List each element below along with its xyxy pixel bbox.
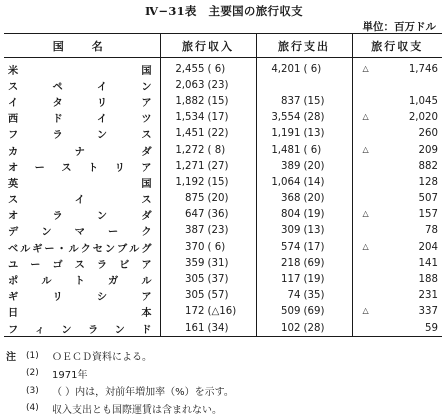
note-text: 1971年	[52, 369, 88, 381]
receipts-value: 1,272	[175, 144, 205, 156]
country-name: 米 国	[8, 65, 152, 77]
note-text: 収入支出とも国際運賃は含まれない。	[52, 404, 222, 416]
deficit-mark	[363, 258, 373, 269]
balance-value: 260	[418, 128, 438, 140]
payments-growth-rate: (13)	[303, 128, 325, 140]
table-row	[4, 239, 442, 255]
receipts-value: 2,063	[175, 79, 205, 91]
deficit-mark	[363, 128, 373, 139]
table-row	[4, 58, 442, 78]
receipts-cell	[160, 320, 256, 337]
receipts-cell	[160, 271, 256, 287]
receipts-growth-rate: (31)	[207, 257, 229, 269]
receipts-growth-rate: ( 8)	[207, 144, 226, 156]
country-cell	[4, 126, 160, 142]
balance-value: 209	[418, 144, 438, 156]
country-cell	[4, 191, 160, 207]
note-text: （ ）内は，対前年増加率（%）を示す。	[52, 387, 234, 399]
header-balance: 旅行収支	[352, 34, 442, 58]
receipts-growth-rate: (15)	[207, 176, 229, 188]
receipts-value: 1,882	[175, 95, 205, 107]
receipts-value: 1,451	[175, 128, 205, 140]
country-name: 西 ド イ ツ	[8, 114, 152, 126]
receipts-growth-rate: (23)	[207, 225, 229, 237]
payments-growth-rate: (19)	[303, 274, 325, 286]
note-number: (1)	[26, 350, 39, 361]
payments-value: 218	[281, 257, 301, 269]
payments-growth-rate: (28)	[303, 112, 325, 124]
table-row	[4, 174, 442, 190]
country-cell	[4, 58, 160, 78]
receipts-growth-rate: ( 6)	[207, 241, 226, 253]
payments-value: 117	[281, 274, 301, 286]
payments-value: 102	[281, 322, 301, 334]
payments-growth-rate: ( 6)	[303, 63, 322, 75]
note-number: (4)	[26, 403, 39, 414]
table-row	[4, 271, 442, 287]
note-number: (3)	[26, 385, 39, 396]
receipts-growth-rate: (20)	[207, 193, 229, 205]
receipts-value: 2,455	[175, 63, 205, 75]
deficit-mark: △	[362, 209, 369, 219]
header-country: 国名	[4, 34, 160, 58]
country-cell	[4, 223, 160, 239]
balance-cell	[352, 77, 442, 93]
table-row	[4, 255, 442, 271]
receipts-cell	[160, 77, 256, 93]
payments-value: 574	[281, 241, 301, 253]
receipts-value: 647	[185, 209, 205, 221]
balance-cell	[352, 255, 442, 271]
payments-value: 509	[281, 306, 301, 318]
country-cell	[4, 93, 160, 109]
payments-cell	[256, 191, 352, 207]
country-name: カ ナ ダ	[8, 146, 152, 158]
note-label: 注	[6, 352, 16, 364]
balance-cell	[352, 271, 442, 287]
balance-value: 204	[418, 241, 438, 253]
payments-growth-rate: (20)	[303, 193, 325, 205]
receipts-value: 305	[185, 274, 205, 286]
header-receipts: 旅行収入	[160, 34, 256, 58]
country-name: オ ラ ン ダ	[8, 211, 152, 223]
table-title: Ⅳ−31表 主要国の旅行収支	[145, 4, 303, 18]
balance-value: 231	[418, 290, 438, 302]
payments-value: 389	[281, 160, 301, 172]
receipts-cell	[160, 110, 256, 126]
deficit-mark: △	[362, 112, 369, 122]
payments-growth-rate: (17)	[303, 241, 325, 253]
country-name: イ タ リ ア	[8, 97, 152, 109]
payments-cell	[256, 288, 352, 304]
country-name: オ ー ス ト リ ア	[8, 162, 152, 174]
payments-cell	[256, 223, 352, 239]
country-name: ベ ル ギ ー ・ ル ク セ ン ブ ル グ	[8, 243, 152, 255]
balance-cell	[352, 110, 442, 126]
country-cell	[4, 174, 160, 190]
table-row	[4, 77, 442, 93]
payments-value: 74	[287, 290, 301, 302]
balance-cell	[352, 142, 442, 158]
receipts-value: 1,192	[175, 176, 205, 188]
receipts-value: 875	[185, 193, 205, 205]
payments-cell	[256, 271, 352, 287]
payments-growth-rate: (13)	[303, 225, 325, 237]
country-cell	[4, 288, 160, 304]
payments-growth-rate: (15)	[303, 95, 325, 107]
deficit-mark	[363, 323, 373, 334]
payments-cell	[256, 58, 352, 78]
country-name: フ ィ ン ラ ン ド	[8, 324, 152, 336]
deficit-mark: △	[362, 241, 369, 251]
receipts-value: 387	[185, 225, 205, 237]
deficit-mark	[363, 161, 373, 172]
balance-value: 882	[418, 160, 438, 172]
deficit-mark: △	[362, 144, 369, 154]
country-cell	[4, 320, 160, 337]
payments-cell	[256, 255, 352, 271]
payments-value: 1,481	[271, 144, 301, 156]
payments-growth-rate: ( 6)	[303, 144, 322, 156]
balance-cell	[352, 158, 442, 174]
receipts-growth-rate: (22)	[207, 128, 229, 140]
receipts-value: 172	[185, 306, 205, 318]
deficit-mark	[363, 177, 373, 188]
payments-value: 1,064	[271, 176, 301, 188]
balance-cell	[352, 304, 442, 320]
balance-cell	[352, 223, 442, 239]
receipts-cell	[160, 304, 256, 320]
balance-cell	[352, 191, 442, 207]
payments-growth-rate: (69)	[303, 257, 325, 269]
country-cell	[4, 255, 160, 271]
payments-value: 3,554	[271, 112, 301, 124]
receipts-growth-rate: (17)	[207, 112, 229, 124]
receipts-growth-rate: (36)	[207, 209, 229, 221]
receipts-growth-rate: ( 6)	[207, 63, 226, 75]
receipts-growth-rate: (57)	[207, 290, 229, 302]
receipts-growth-rate: (34)	[207, 322, 229, 334]
balance-value: 157	[418, 209, 438, 221]
table-row	[4, 191, 442, 207]
notes-section	[6, 347, 442, 417]
balance-cell	[352, 288, 442, 304]
table-row	[4, 110, 442, 126]
receipts-growth-rate: (15)	[207, 95, 229, 107]
receipts-value: 1,271	[175, 160, 205, 172]
payments-cell	[256, 239, 352, 255]
balance-value: 1,746	[408, 63, 438, 75]
receipts-cell	[160, 288, 256, 304]
payments-growth-rate: (69)	[303, 306, 325, 318]
receipts-value: 305	[185, 290, 205, 302]
receipts-value: 1,534	[175, 112, 205, 124]
country-cell	[4, 239, 160, 255]
receipts-cell	[160, 93, 256, 109]
receipts-cell	[160, 158, 256, 174]
payments-value: 804	[281, 209, 301, 221]
country-cell	[4, 158, 160, 174]
country-name: フ ラ ン ス	[8, 130, 152, 142]
payments-cell	[256, 77, 352, 93]
country-cell	[4, 304, 160, 320]
deficit-mark	[363, 193, 373, 204]
country-cell	[4, 77, 160, 93]
deficit-mark	[363, 225, 373, 236]
payments-growth-rate: (19)	[303, 209, 325, 221]
receipts-value: 161	[185, 322, 205, 334]
balance-value: 188	[418, 274, 438, 286]
country-name: 日 本	[8, 308, 152, 320]
balance-cell	[352, 126, 442, 142]
payments-cell	[256, 126, 352, 142]
country-cell	[4, 142, 160, 158]
receipts-cell	[160, 223, 256, 239]
payments-cell	[256, 93, 352, 109]
balance-cell	[352, 239, 442, 255]
table-row	[4, 126, 442, 142]
payments-growth-rate: (35)	[303, 290, 325, 302]
payments-cell	[256, 304, 352, 320]
table-row	[4, 207, 442, 223]
note-item	[6, 400, 442, 418]
receipts-cell	[160, 174, 256, 190]
payments-cell	[256, 110, 352, 126]
deficit-mark	[363, 290, 373, 301]
country-name: デ ン マ ー ク	[8, 227, 152, 239]
payments-growth-rate: (20)	[303, 160, 325, 172]
balance-value: 507	[418, 193, 438, 205]
country-name: ス イ ス	[8, 195, 152, 207]
note-item	[6, 382, 442, 400]
balance-value: 59	[425, 322, 438, 334]
note-item	[6, 365, 442, 383]
payments-cell	[256, 174, 352, 190]
receipts-cell	[160, 207, 256, 223]
table-row	[4, 142, 442, 158]
receipts-cell	[160, 142, 256, 158]
country-cell	[4, 110, 160, 126]
balance-cell	[352, 207, 442, 223]
note-number: (2)	[26, 368, 39, 379]
notes-list	[6, 347, 442, 417]
balance-value: 337	[418, 306, 438, 318]
receipts-cell	[160, 58, 256, 78]
payments-cell	[256, 320, 352, 337]
country-name: ユ ー ゴ ス ラ ビ ア	[8, 259, 152, 271]
balance-value: 2,020	[408, 112, 438, 124]
payments-cell	[256, 142, 352, 158]
deficit-mark	[363, 96, 373, 107]
receipts-value: 370	[185, 241, 205, 253]
unit-label: 単位：百万ドル	[362, 21, 436, 33]
balance-value: 1,045	[408, 95, 438, 107]
balance-cell	[352, 174, 442, 190]
payments-value: 309	[281, 225, 301, 237]
balance-cell	[352, 93, 442, 109]
deficit-mark: △	[362, 63, 369, 73]
note-item	[6, 347, 442, 365]
payments-value: 837	[281, 95, 301, 107]
receipts-cell	[160, 126, 256, 142]
balance-cell	[352, 58, 442, 78]
country-name: 英 国	[8, 178, 152, 190]
receipts-growth-rate: (△16)	[207, 306, 237, 318]
header-payments: 旅行支出	[256, 34, 352, 58]
balance-value: 128	[418, 176, 438, 188]
country-name: ポ ル ト ガ ル	[8, 276, 152, 288]
payments-growth-rate: (14)	[303, 176, 325, 188]
balance-cell	[352, 320, 442, 337]
deficit-mark: △	[362, 306, 369, 316]
header-row	[4, 34, 442, 58]
table-row	[4, 288, 442, 304]
country-name: ギ リ シ ア	[8, 292, 152, 304]
tourism-balance-table	[4, 33, 442, 337]
payments-cell	[256, 158, 352, 174]
balance-value: 141	[418, 257, 438, 269]
receipts-growth-rate: (23)	[207, 79, 229, 91]
receipts-cell	[160, 255, 256, 271]
country-name: ス ペ イ ン	[8, 81, 152, 93]
receipts-value: 359	[185, 257, 205, 269]
payments-cell	[256, 207, 352, 223]
table-body	[4, 58, 442, 337]
table-row	[4, 223, 442, 239]
table-row	[4, 158, 442, 174]
payments-value: 1,191	[271, 128, 301, 140]
receipts-cell	[160, 191, 256, 207]
payments-growth-rate: (28)	[303, 322, 325, 334]
receipts-cell	[160, 239, 256, 255]
table-row	[4, 93, 442, 109]
note-text: ＯＥＣＤ資料による。	[52, 352, 152, 364]
payments-value: 368	[281, 193, 301, 205]
table-row	[4, 320, 442, 337]
table-row	[4, 304, 442, 320]
payments-value: 4,201	[271, 63, 301, 75]
country-cell	[4, 207, 160, 223]
deficit-mark	[363, 274, 373, 285]
receipts-growth-rate: (27)	[207, 160, 229, 172]
country-cell	[4, 271, 160, 287]
receipts-growth-rate: (37)	[207, 274, 229, 286]
balance-value: 78	[425, 225, 438, 237]
